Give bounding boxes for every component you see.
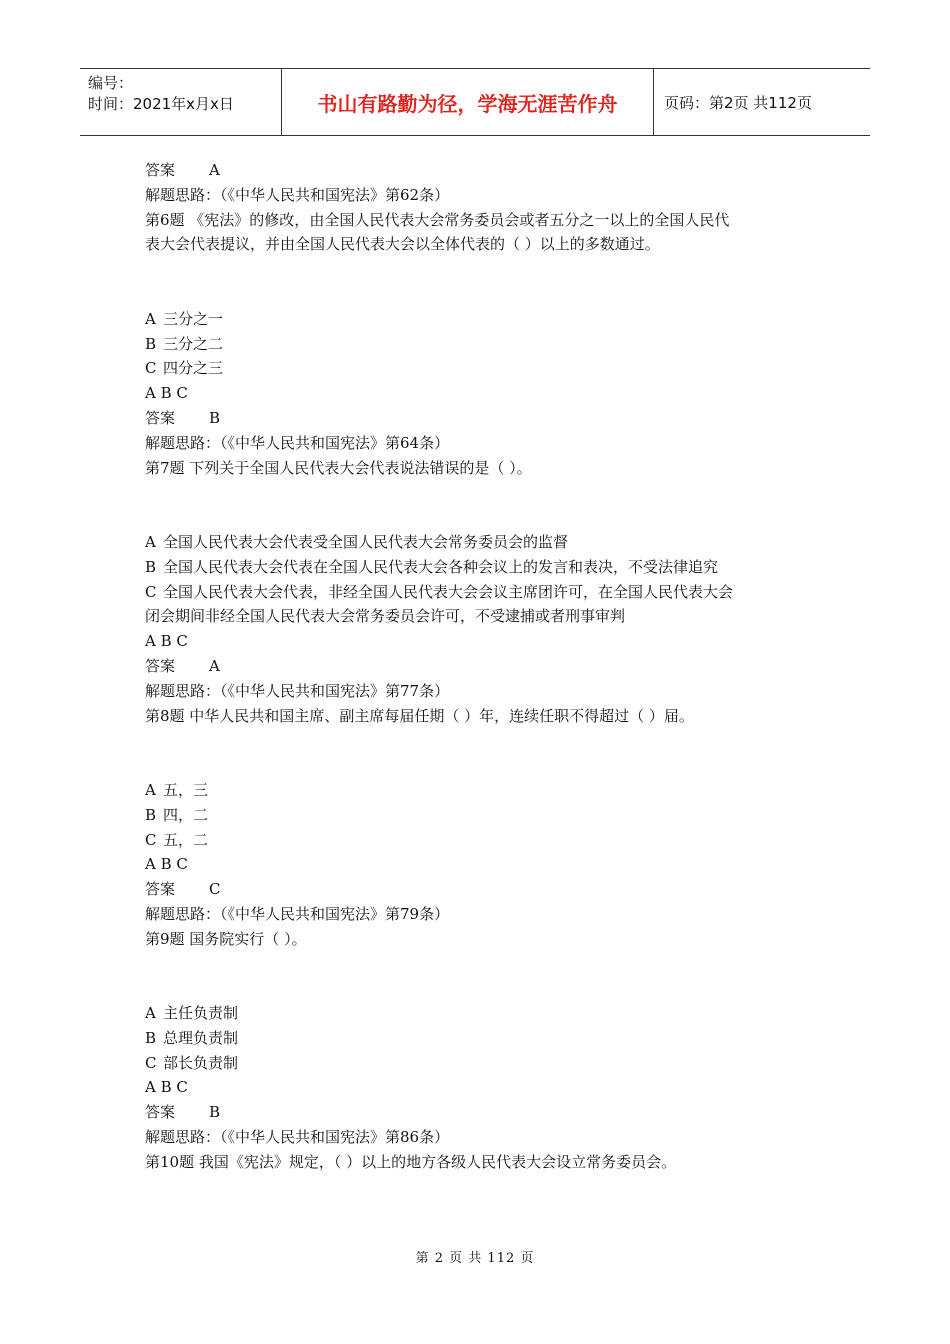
option-line (145, 1051, 825, 1076)
answer-line (145, 406, 825, 431)
serial-label: 编号： (88, 74, 134, 92)
option-text: 三分之二 (163, 334, 224, 353)
option-text: 五，三 (163, 780, 209, 799)
page-header (80, 68, 870, 136)
option-line (145, 332, 825, 357)
text-line: 解题思路：（《中华人民共和国宪法》第86条） (145, 1128, 450, 1147)
option-line (145, 778, 825, 803)
blank-space (145, 257, 825, 307)
answer-line (145, 877, 825, 902)
option-key: A (145, 1004, 156, 1023)
option-text: 全国人民代表大会代表，非经全国人民代表大会会议主席团许可，在全国人民代表大会 (163, 582, 734, 601)
text-line: A B C (145, 384, 188, 403)
option-key: A (145, 780, 156, 799)
option-text: 四，二 (163, 805, 209, 824)
option-key: A (145, 309, 156, 328)
text-line: 第6题 《宪法》的修改，由全国人民代表大会常务委员会或者五分之一以上的全国人民代 (145, 210, 730, 229)
option-key: C (145, 1053, 157, 1072)
answer-label: 答案 (145, 161, 176, 179)
option-text: 五，二 (163, 830, 209, 849)
text-line: 解题思路：（《中华人民共和国宪法》第62条） (145, 185, 450, 204)
footer-page-number: 第 2 页 共 112 页 (415, 1251, 535, 1266)
answer-value: B (209, 408, 221, 427)
header-motto-cell (282, 69, 654, 135)
option-key: B (145, 557, 157, 576)
text-line: A B C (145, 1078, 188, 1097)
answer-value: A (209, 656, 220, 675)
text-line: 第8题 中华人民共和国主席、副主席每届任期（ ）年，连续任职不得超过（ ）届。 (145, 706, 694, 725)
option-line (145, 803, 825, 828)
option-key: C (145, 359, 157, 378)
answer-value: A (209, 161, 220, 179)
text-line: 第9题 国务院实行（ ）。 (145, 929, 307, 948)
option-key: B (145, 1028, 157, 1047)
answer-label: 答案 (145, 408, 176, 427)
option-key: B (145, 334, 157, 353)
answer-value: C (209, 880, 221, 899)
option-line (145, 307, 825, 332)
option-key: C (145, 830, 157, 849)
option-key: B (145, 805, 157, 824)
answer-label: 答案 (145, 880, 176, 899)
text-line: 闭会期间非经全国人民代表大会常务委员会许可，不受逮捕或者刑事审判 (145, 607, 626, 626)
option-text: 三分之一 (163, 309, 224, 328)
option-line (145, 580, 825, 605)
option-text: 四分之三 (163, 359, 224, 378)
answer-line (145, 158, 825, 183)
option-key: A (145, 532, 156, 551)
page-footer (0, 1247, 950, 1266)
document-body (145, 158, 825, 1175)
time-label: 时间：2021年x月x日 (88, 95, 234, 113)
text-line: 第10题 我国《宪法》规定，（ ）以上的地方各级人民代表大会设立常务委员会。 (145, 1152, 677, 1171)
text-line: A B C (145, 632, 188, 651)
answer-line (145, 1100, 825, 1125)
answer-label: 答案 (145, 1103, 176, 1122)
answer-label: 答案 (145, 656, 176, 675)
option-text: 部长负责制 (163, 1053, 239, 1072)
text-line: 解题思路：（《中华人民共和国宪法》第79条） (145, 904, 450, 923)
option-text: 总理负责制 (163, 1028, 239, 1047)
option-text: 主任负责制 (163, 1004, 239, 1023)
blank-space (145, 952, 825, 1002)
header-meta-cell (80, 69, 282, 135)
text-line: 解题思路：（《中华人民共和国宪法》第64条） (145, 433, 450, 452)
option-text: 全国人民代表大会代表受全国人民代表大会常务委员会的监督 (163, 532, 569, 551)
text-line: 解题思路：（《中华人民共和国宪法》第77条） (145, 681, 450, 700)
option-line (145, 555, 825, 580)
option-text: 全国人民代表大会代表在全国人民代表大会各种会议上的发言和表决，不受法律追究 (163, 557, 719, 576)
answer-value: B (209, 1103, 221, 1122)
answer-line (145, 654, 825, 679)
option-line (145, 1001, 825, 1026)
motto-text: 书山有路勤为径，学海无涯苦作舟 (317, 91, 618, 116)
page-info: 页码：第2页 共112页 (664, 93, 812, 112)
text-line: A B C (145, 855, 188, 874)
text-line: 第7题 下列关于全国人民代表大会代表说法错误的是（ ）。 (145, 458, 532, 477)
blank-space (145, 728, 825, 778)
text-line: 表大会代表提议，并由全国人民代表大会以全体代表的（ ）以上的多数通过。 (145, 235, 660, 254)
header-page-cell (654, 69, 870, 135)
option-key: C (145, 582, 157, 601)
option-line (145, 828, 825, 853)
option-line (145, 530, 825, 555)
blank-space (145, 480, 825, 530)
option-line (145, 1026, 825, 1051)
option-line (145, 356, 825, 381)
